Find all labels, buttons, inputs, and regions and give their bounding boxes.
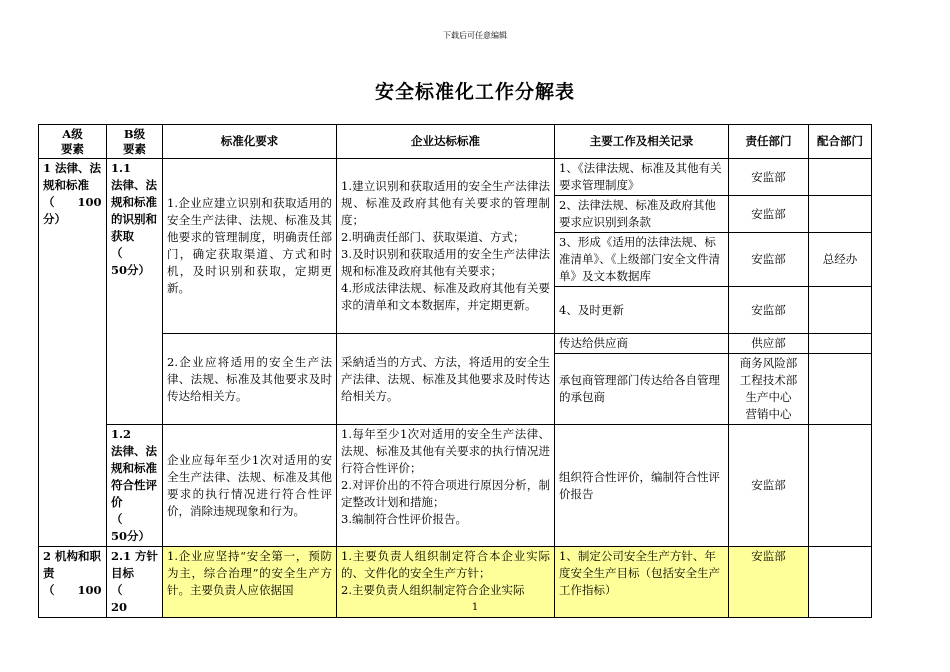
table-row xyxy=(39,159,872,196)
b-element-1-1: 1.1 法律、法规和标准的识别和获取 （ 50分） xyxy=(107,159,163,425)
enterprise-std-cell: 采納适当的方式、方法，将适用的安全生产法律、法规、标准及其他要求及时传达给相关方。 xyxy=(337,334,555,425)
enterprise-std-cell: 1.建立识别和获取适用的安全生产法律法规、标准及政府其他有关要求的管理制度； 2.明确责任部门、获取渠道、方式； 3.及时识别和获取适用的安全生产法律法规和标准及政府其他有关要求； 4.形成法律法规、标准及政府其他有关要求的清单和文本数据库，并定期更新。 xyxy=(337,159,555,334)
cooperating-dept-cell xyxy=(809,196,872,233)
standard-req-cell: 1.企业应建立识别和获取适用的安全生产法律、法规、标准及其他要求的管理制度，明确责任部门，确定获取渠道、方式和时机，及时识别和获取，定期更新。 xyxy=(163,159,337,334)
responsible-dept-cell: 安监部 xyxy=(729,196,809,233)
cooperating-dept-cell xyxy=(809,425,872,547)
header-a-level: A级 要素 xyxy=(39,125,107,159)
responsible-dept-cell: 安监部 xyxy=(729,287,809,334)
page-number: 1 xyxy=(471,602,479,613)
main-work-cell: 2、法律法规、标准及政府其他要求应识别到条款 xyxy=(555,196,729,233)
main-work-cell: 承包商管理部门传达给各自管理的承包商 xyxy=(555,354,729,425)
header-cooperating-dept: 配合部门 xyxy=(809,125,872,159)
document-title: 安全标准化工作分解表 xyxy=(374,81,575,103)
table-row xyxy=(39,425,872,547)
decomposition-table xyxy=(38,124,872,618)
cooperating-dept-cell xyxy=(809,354,872,425)
cooperating-dept-cell xyxy=(809,334,872,354)
a-element-2: 2 机构和职责 （ 100 xyxy=(39,547,107,618)
responsible-dept-cell: 供应部 xyxy=(729,334,809,354)
responsible-dept-cell: 商务风险部 工程技术部 生产中心 营销中心 xyxy=(729,354,809,425)
a-element-1: 1 法律、法规和标准 （ 100分） xyxy=(39,159,107,547)
main-work-cell: 组织符合性评价，编制符合性评价报告 xyxy=(555,425,729,547)
enterprise-std-cell: 1.每年至少1次对适用的安全生产法律、法规、标准及其他有关要求的执行情况进行符合性评价； 2.对评价出的不符合项进行原因分析，制定整改计划和措施； 3.编制符合性评价报告。 xyxy=(337,425,555,547)
cooperating-dept-cell xyxy=(809,159,872,196)
responsible-dept-cell: 安监部 xyxy=(729,547,809,618)
standard-req-cell: 2.企业应将适用的安全生产法律、法规、标准及其他要求及时传达给相关方。 xyxy=(163,334,337,425)
header-main-work: 主要工作及相关记录 xyxy=(555,125,729,159)
table-header-row xyxy=(39,125,872,159)
main-work-cell: 1、《法律法规、标准及其他有关要求管理制度》 xyxy=(555,159,729,196)
enterprise-std-cell: 1.主要负责人组织制定符合本企业实际的、文件化的安全生产方针； 2.主要负责人组织制定符合企业实际 xyxy=(337,547,555,618)
main-work-cell: 3、形成《适用的法律法规、标准清单》、《上级部门安全文件清单》及文本数据库 xyxy=(555,233,729,287)
header-standard-requirement: 标准化要求 xyxy=(163,125,337,159)
top-note: 下载后可任意编辑 xyxy=(443,31,507,40)
table-row xyxy=(39,334,872,354)
main-work-cell: 传达给供应商 xyxy=(555,334,729,354)
responsible-dept-cell: 安监部 xyxy=(729,233,809,287)
b-element-2-1: 2.1 方针目标 （ 20 xyxy=(107,547,163,618)
header-enterprise-standard: 企业达标标准 xyxy=(337,125,555,159)
responsible-dept-cell: 安监部 xyxy=(729,159,809,196)
header-responsible-dept: 责任部门 xyxy=(729,125,809,159)
cooperating-dept-cell xyxy=(809,287,872,334)
main-work-cell: 1、制定公司安全生产方针、年度安全生产目标（包括安全生产工作指标） xyxy=(555,547,729,618)
cooperating-dept-cell: 总经办 xyxy=(809,233,872,287)
responsible-dept-cell: 安监部 xyxy=(729,425,809,547)
b-element-1-2: 1.2 法律、法规和标准符合性评价 （ 50分） xyxy=(107,425,163,547)
standard-req-cell: 1.企业应坚持“安全第一，预防为主，综合治理”的安全生产方针。主要负责人应依据国 xyxy=(163,547,337,618)
header-b-level: B级 要素 xyxy=(107,125,163,159)
standard-req-cell: 企业应每年至少1次对适用的安全生产法律、法规、标准及其他要求的执行情况进行符合性评价，消除违规现象和行为。 xyxy=(163,425,337,547)
main-work-cell: 4、及时更新 xyxy=(555,287,729,334)
